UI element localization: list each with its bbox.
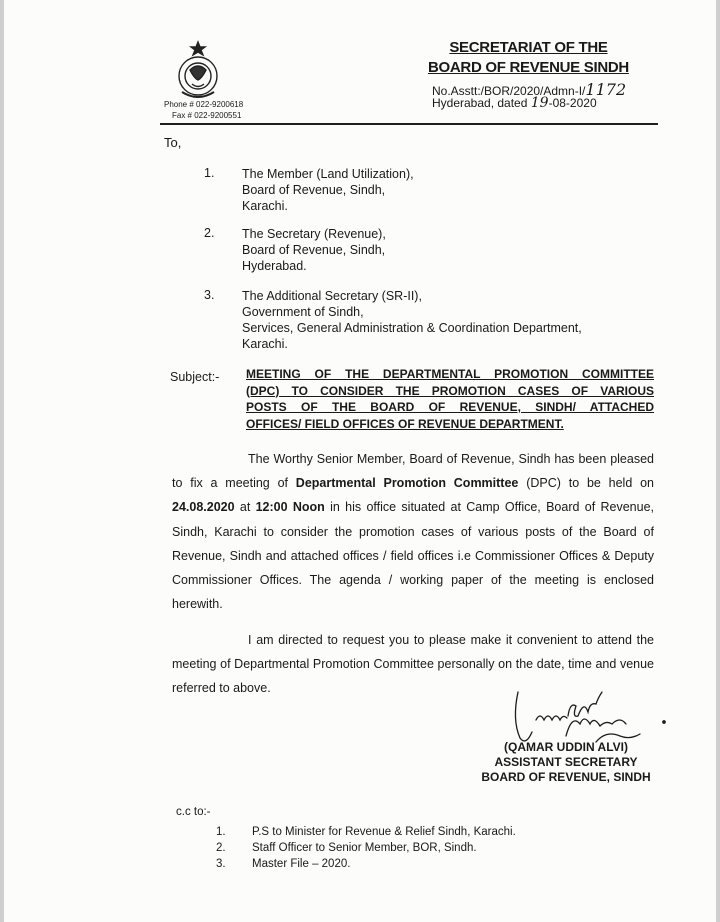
addressee-1: The Member (Land Utilization), Board of Revenue, Sindh, Karachi. <box>242 167 414 213</box>
letter-page <box>4 0 716 922</box>
organization-title: SECRETARIAT OF THE BOARD OF REVENUE SINDH <box>428 39 629 76</box>
signatory-block <box>466 740 666 785</box>
cc-item: Staff Officer to Senior Member, BOR, Sindh. <box>252 842 477 854</box>
cc-item-number: 2. <box>216 842 226 854</box>
subject-text: MEETING OF THE DEPARTMENTAL PROMOTION COMMITTEE (DPC) TO CONSIDER THE PROMOTION CASES OF VARIOUS POSTS OF THE BOARD OF REVENUE, SINDH/ ATTACHED OFFICES/ FIELD OFFICES OF REVENUE DEPARTMENT. <box>246 367 654 431</box>
fax-number: Fax # 022-9200551 <box>172 111 242 120</box>
addressee-number: 3. <box>204 288 215 302</box>
addressee-number: 2. <box>204 226 215 240</box>
cc-item: P.S to Minister for Revenue & Relief Sindh, Karachi. <box>252 826 516 838</box>
handwritten-ref-number: 1172 <box>585 80 627 99</box>
cc-item-number: 1. <box>216 826 226 838</box>
addressee-number: 1. <box>204 166 215 180</box>
signatory-office: BOARD OF REVENUE, SINDH <box>481 770 651 784</box>
to-label: To, <box>164 135 182 150</box>
body-paragraph-2: I am directed to request you to please make it convenient to attend the meeting of Departmental Promotion Committee personally on the date, time and venue referred to above. <box>172 633 654 696</box>
signatory-name: (QAMAR UDDIN ALVI) <box>504 740 628 754</box>
signatory-designation: ASSISTANT SECRETARY <box>494 755 638 769</box>
addressee-2: The Secretary (Revenue), Board of Revenue, Sindh, Hyderabad. <box>242 227 386 273</box>
cc-item: Master File – 2020. <box>252 858 351 870</box>
cc-item-number: 3. <box>216 858 226 870</box>
letter-date: Hyderabad, dated 19-08-2020 <box>432 95 597 111</box>
subject-label: Subject:- <box>170 370 220 384</box>
reference-number: No.Asstt:/BOR/2020/Admn-I/1172 <box>432 80 627 99</box>
sindh-government-emblem <box>174 40 222 104</box>
contact-info <box>164 99 243 121</box>
handwritten-date-day: 19 <box>530 95 549 111</box>
header-divider <box>160 123 658 125</box>
addressee-3: The Additional Secretary (SR-II), Government of Sindh, Services, General Administration & Coordination Department, Karachi. <box>242 289 582 351</box>
body-paragraph-1: The Worthy Senior Member, Board of Revenue, Sindh has been pleased to fix a meeting of Departmental Promotion Committee (DPC) to be held on 24.08.2020 at 12:00 Noon in his office situated at Camp Office, Board of Revenue, Sindh, Karachi to consider the promotion cases of various posts of the Board of Revenue, Sindh and attached offices / field offices i.e Commissioner Offices & Deputy Commissioner Offices. The agenda / working paper of the meeting is enclosed herewith. <box>172 452 654 612</box>
phone-number: Phone # 022-9200618 <box>164 100 244 109</box>
cc-label: c.c to:- <box>176 806 211 818</box>
